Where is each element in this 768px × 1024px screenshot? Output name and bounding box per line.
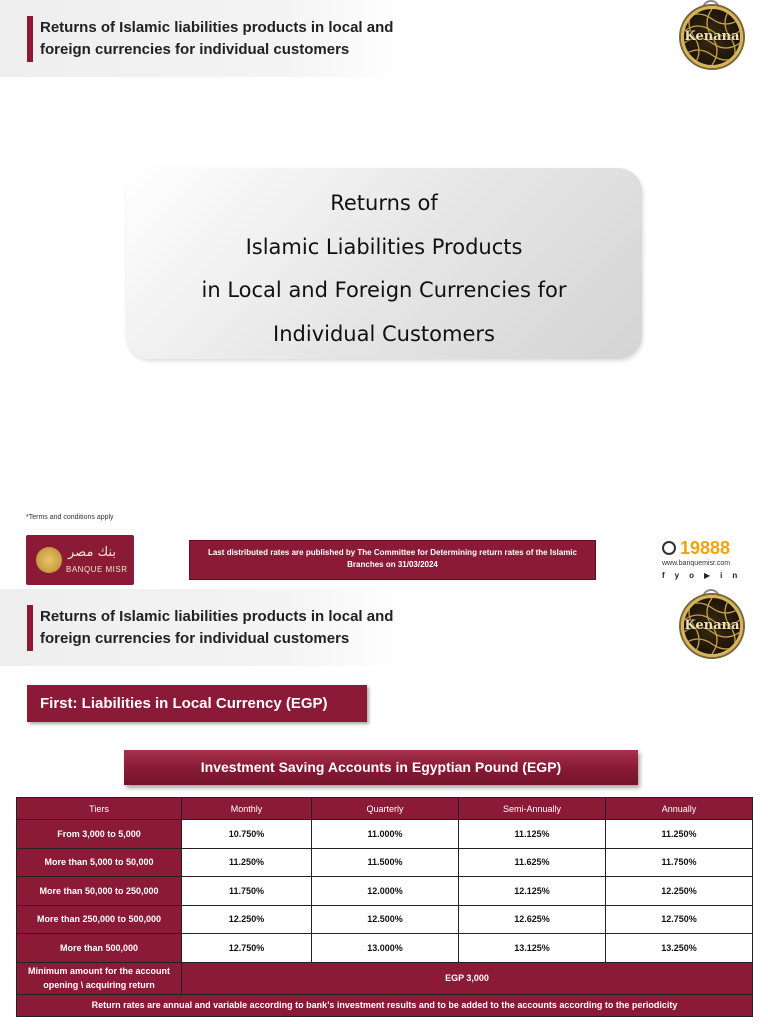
column-header: Monthly	[182, 798, 312, 820]
hotline-number[interactable]: 19888	[680, 538, 731, 558]
bank-name-latin: BANQUE MISR	[66, 565, 128, 574]
tier-cell: From 3,000 to 5,000	[17, 820, 182, 849]
rate-cell: 11.000%	[312, 820, 459, 849]
rates-table	[16, 797, 753, 1017]
rates-notice: Last distributed rates are published by The Committee for Determining return rates of the Islamic Branches on 31/03/2024	[189, 540, 596, 580]
rate-cell: 12.250%	[606, 877, 753, 906]
youtube-icon[interactable]: ▶	[704, 571, 721, 580]
header-accent-bar-2	[27, 605, 33, 651]
rate-cell: 13.125%	[459, 934, 606, 963]
table-row	[17, 848, 753, 877]
header-title: Returns of Islamic liabilities products in local and foreign currencies for individual customers	[40, 19, 394, 58]
rate-cell: 12.500%	[312, 905, 459, 934]
facebook-icon[interactable]: f	[662, 571, 675, 580]
table-row	[17, 877, 753, 906]
return-rates-note: Return rates are annual and variable according to bank’s investment results and to be added to the accounts according to the periodicity	[17, 994, 753, 1016]
bank-name-arabic: بنك مصر	[68, 545, 117, 560]
header-accent-bar	[27, 16, 33, 62]
rate-cell: 11.250%	[182, 848, 312, 877]
rate-cell: 12.750%	[606, 905, 753, 934]
rate-cell: 12.125%	[459, 877, 606, 906]
minimum-amount-label: Minimum amount for the account opening \ acquiring return	[17, 962, 182, 994]
rate-cell: 11.625%	[459, 848, 606, 877]
header-title-2: Returns of Islamic liabilities products in local and foreign currencies for individual customers	[40, 608, 394, 647]
cover-title-box	[126, 168, 642, 359]
tier-cell: More than 5,000 to 50,000	[17, 848, 182, 877]
website-link[interactable]: www.banquemisr.com	[662, 560, 731, 567]
tier-cell: More than 500,000	[17, 934, 182, 963]
table-title: Investment Saving Accounts in Egyptian Pound (EGP)	[124, 750, 638, 785]
note-row	[17, 994, 753, 1016]
rate-cell: 12.625%	[459, 905, 606, 934]
rate-cell: 11.250%	[606, 820, 753, 849]
instagram-icon[interactable]: o	[689, 571, 705, 580]
social-icons	[662, 571, 747, 580]
column-header: Tiers	[17, 798, 182, 820]
cover-line-4: Individual Customers	[273, 321, 495, 346]
rate-cell: 12.000%	[312, 877, 459, 906]
logo-text-2: Kenana	[684, 618, 740, 633]
banque-misr-logo	[26, 535, 134, 585]
terms-note: *Terms and conditions apply	[26, 514, 114, 521]
twitter-icon[interactable]: y	[674, 571, 690, 580]
column-header: Semi-Annually	[459, 798, 606, 820]
table-row	[17, 820, 753, 849]
rate-cell: 11.500%	[312, 848, 459, 877]
table-header-row	[17, 798, 753, 820]
rate-cell: 12.250%	[182, 905, 312, 934]
rate-cell: 13.000%	[312, 934, 459, 963]
rates-slide	[0, 589, 768, 1024]
minimum-amount-value: EGP 3,000	[182, 962, 753, 994]
column-header: Quarterly	[312, 798, 459, 820]
linkedin-icon[interactable]: in	[720, 571, 748, 580]
header-band-2	[0, 589, 405, 666]
rate-cell: 12.750%	[182, 934, 312, 963]
kenana-logo-2	[681, 595, 743, 657]
banque-misr-emblem-icon	[36, 547, 62, 573]
rate-cell: 11.125%	[459, 820, 606, 849]
table-row	[17, 934, 753, 963]
bulb-icon	[662, 541, 676, 555]
cover-line-1: Returns of	[330, 191, 438, 215]
column-header: Annually	[606, 798, 753, 820]
cover-line-2: Islamic Liabilities Products	[245, 234, 523, 259]
section-label: First: Liabilities in Local Currency (EGP)	[27, 685, 367, 722]
header-band	[0, 0, 405, 77]
minimum-amount-row	[17, 962, 753, 994]
rate-cell: 10.750%	[182, 820, 312, 849]
kenana-logo	[681, 6, 743, 68]
tier-cell: More than 50,000 to 250,000	[17, 877, 182, 906]
cover-line-3: in Local and Foreign Currencies for	[201, 278, 567, 302]
logo-text: Kenana	[684, 29, 740, 44]
tier-cell: More than 250,000 to 500,000	[17, 905, 182, 934]
rate-cell: 11.750%	[182, 877, 312, 906]
rate-cell: 11.750%	[606, 848, 753, 877]
table-row	[17, 905, 753, 934]
rate-cell: 13.250%	[606, 934, 753, 963]
